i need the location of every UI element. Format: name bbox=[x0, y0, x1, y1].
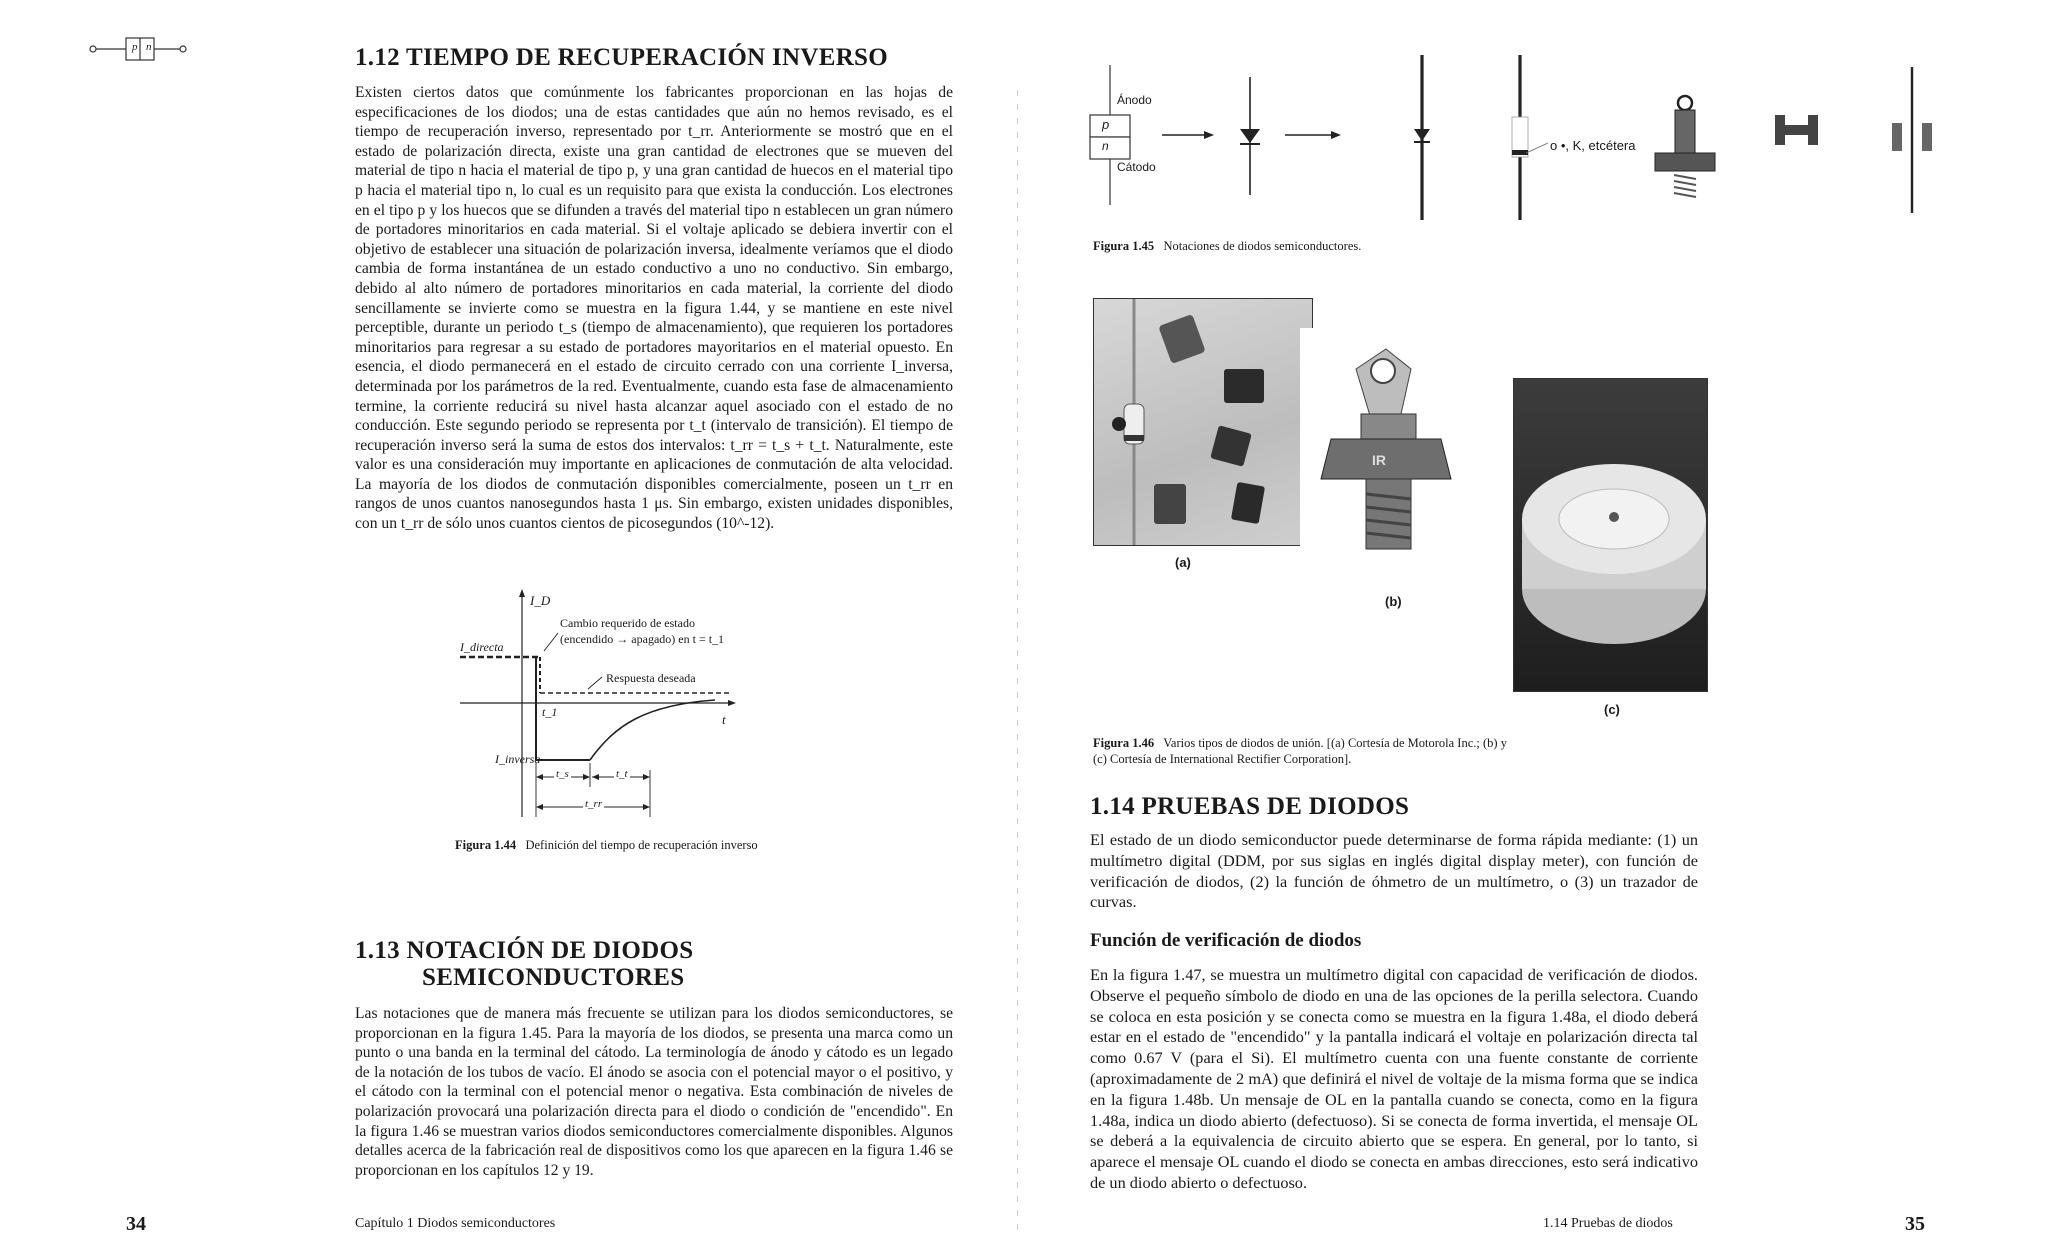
fig145-anodo-label: Ánodo bbox=[1117, 93, 1152, 107]
photo-c-disc-diode bbox=[1513, 378, 1708, 692]
fig144-caption-text: Definición del tiempo de recuperación inverso bbox=[525, 838, 758, 852]
fig144-t-axis-label: t bbox=[722, 712, 726, 727]
fig144-id-label: I_D bbox=[530, 593, 551, 608]
section-1-14-paragraph bbox=[1090, 830, 1698, 913]
page-gutter bbox=[1017, 90, 1018, 1230]
right-footer: 1.14 Pruebas de diodos bbox=[1543, 1216, 1673, 1231]
fig146-caption-label: Figura 1.46 bbox=[1093, 736, 1155, 750]
diode-check-text: En la figura 1.47, se muestra un multímetro digital con capacidad de verificación de diodos. Observe el pequeño símbolo de diodo en una de las opciones de la perilla selectora. Cuando se coloca en esta posición y se conecta como se muestra en la figura 1.48a, el diodo deberá estar en el estado de "encendido" y la pantalla indicará el voltaje en polarización directa tal como 0.67 V (para el Si). El multímetro cuenta con una fuente constante de corriente (aproximadamente de 2 mA) que definirá el nivel de voltaje de la misma forma que se indica en la figura 1.48b. Un mensaje de OL en la pantalla cuando se conecta, como en la figura 1.48a, indica un diodo abierto (defectuoso). Si se conecta de forma invertida, el mensaje OL se deberá a la equivalencia de circuito abierto que se espera. En general, por lo tanto, si aparece el mensaje OL cuando el diodo se conecta en ambas direcciones, esto será indicativo de un diodo abierto o defectuoso. bbox=[1090, 965, 1698, 1192]
fig145-p-label: p bbox=[1102, 117, 1110, 132]
photo-c-illustration bbox=[1514, 379, 1707, 691]
fig145-n-label: n bbox=[1102, 139, 1109, 153]
fig144-tt-label: t_t bbox=[616, 768, 628, 780]
fig144-iinversa-label: I_inversa bbox=[495, 752, 541, 766]
photo-a-label: (a) bbox=[1175, 555, 1191, 570]
fig144-change-note-1: Cambio requerido de estado bbox=[560, 616, 695, 630]
fig146-caption-line1: Varios tipos de diodos de unión. [(a) Cortesía de Motorola Inc.; (b) y bbox=[1163, 736, 1507, 750]
fig146-caption-line1-row bbox=[1093, 735, 1593, 751]
left-page-number: 34 bbox=[126, 1213, 146, 1235]
photo-b-label: (b) bbox=[1385, 594, 1402, 609]
header-symbol-p: p bbox=[132, 41, 138, 53]
photo-a-illustration bbox=[1094, 299, 1312, 545]
fig145-caption-label: Figura 1.45 bbox=[1093, 239, 1155, 253]
figure-1-46-caption bbox=[1093, 735, 1593, 767]
fig145-etcetera-label: o •, K, etcétera bbox=[1550, 138, 1636, 153]
left-footer: Capítulo 1 Diodos semiconductores bbox=[355, 1216, 556, 1231]
fig144-t1-label: t_1 bbox=[542, 705, 558, 719]
header-diode-symbol bbox=[88, 36, 188, 62]
photo-b-marking: IR bbox=[1372, 452, 1386, 468]
right-page-number: 35 bbox=[1905, 1213, 1925, 1235]
fig144-ts-label: t_s bbox=[556, 768, 569, 780]
section-1-13-paragraph bbox=[355, 1004, 953, 1180]
section-1-12-paragraph bbox=[355, 83, 953, 534]
section-1-13-title-1: 1.13 NOTACIÓN DE DIODOS bbox=[355, 937, 694, 964]
fig144-caption-label: Figura 1.44 bbox=[455, 838, 517, 852]
section-1-14-text: El estado de un diodo semiconductor puede determinarse de forma rápida mediante: (1) un multímetro digital (DDM, por sus siglas en inglés digital display meter), con función de verificación de diodos, (2) la función de óhmetro de un multímetro, o (3) un trazador de curvas. bbox=[1090, 830, 1698, 912]
fig146-caption-line2: (c) Cortesía de International Rectifier Corporation]. bbox=[1093, 752, 1352, 766]
figure-1-45-caption bbox=[1093, 238, 1361, 254]
figure-1-45-notations bbox=[1080, 55, 1950, 230]
section-1-14-title: 1.14 PRUEBAS DE DIODOS bbox=[1090, 793, 1410, 820]
fig144-trr-label: t_rr bbox=[585, 798, 603, 810]
fig145-catodo-label: Cátodo bbox=[1117, 160, 1156, 174]
photo-c-label: (c) bbox=[1604, 702, 1620, 717]
section-1-12-text: Existen ciertos datos que comúnmente los fabricantes proporcionan en las hojas de especificaciones de los diodos; una de estas cantidades que aún no hemos revisado, es el tiempo de recuperación inverso, representado por t_rr. Anteriormente se mostró que en el estado de polarización directa, existe una gran cantidad de electrones que se mueven del material de tipo n hacia el material de tipo p, y una gran cantidad de huecos en el material tipo p hacia el material tipo n, lo cual es un requisito para que exista la conducción. Los electrones en el tipo p y los huecos que se difunden a través del material tipo n establecen un gran número de portadores minoritarios en cada material. Si el voltaje aplicado se debiera invertir con el objetivo de establecer una situación de polarización inversa, idealmente veríamos que el diodo cambia de forma instantánea de un estado conductivo a uno no conductivo. Sin embargo, debido al alto número de portadores minoritarios en cada material, la corriente del diodo sencillamente se invierte como se muestra en la figura 1.44, y se mantiene en este nivel perceptible, durante un periodo t_s (tiempo de almacenamiento), que requieren los portadores minoritarios para regresar a su estado de portadores mayoritarios en el material opuesto. En esencia, el diodo permanecerá en el estado de circuito cerrado con una corriente I_inversa, determinada por los parámetros de la red. Eventualmente, cuando esta fase de almacenamiento termine, la corriente reducirá su nivel hasta alcanzar aquel asociado con el estado de no conducción. Este segundo periodo se representa por t_t (intervalo de transición). El tiempo de recuperación inverso será la suma de estos dos intervalos: t_rr = t_s + t_t. Naturalmente, este valor es una consideración muy importante en aplicaciones de conmutación de alta velocidad. La mayoría de los diodos de conmutación disponibles comercialmente, poseen un t_rr en rangos de unos cuantos nanosegundos hasta 1 μs. Sin embargo, existen unidades disponibles, con un t_rr de sólo unos cuantos cientos de picosegundos (10^-12). bbox=[355, 84, 953, 533]
photo-a-small-diodes bbox=[1093, 298, 1313, 546]
header-symbol-n: n bbox=[146, 41, 152, 53]
section-1-12-title: 1.12 TIEMPO DE RECUPERACIÓN INVERSO bbox=[355, 44, 889, 71]
figure-1-44-caption bbox=[455, 837, 758, 853]
fig144-change-note-2: (encendido → apagado) en t = t_1 bbox=[560, 632, 725, 646]
fig145-caption-text: Notaciones de diodos semiconductores. bbox=[1163, 239, 1362, 253]
section-1-13-text: Las notaciones que de manera más frecuente se utilizan para los diodos semiconductores, se proporcionan en la figura 1.45. Para la mayoría de los diodos, se presenta una marca como un punto o una banda en la terminal del cátodo. La terminología de ánodo y cátodo es un legado de la notación de los tubos de vacío. El ánodo se asocia con el potencial mayor o el positivo, y el cátodo con la terminal con el potencial menor o negativa. Esta combinación de niveles de polarización provocará una polarización directa para el diodo o condición de "encendido". En la figura 1.46 se muestran varios diodos semiconductores comercialmente disponibles. Algunos detalles acerca de la fabricación real de dispositivos como los que aparecen en la figura 1.46 se proporcionan en los capítulos 12 y 19. bbox=[355, 1005, 953, 1179]
fig144-desired-response: Respuesta deseada bbox=[606, 671, 696, 685]
photo-b-stud-diode bbox=[1300, 328, 1494, 578]
diode-check-subsection-title: Función de verificación de diodos bbox=[1090, 930, 1362, 951]
fig144-idirecta-label: I_directa bbox=[460, 640, 504, 654]
photo-b-illustration bbox=[1301, 329, 1493, 577]
diode-check-paragraph bbox=[1090, 965, 1698, 1194]
section-1-13-title-2: SEMICONDUCTORES bbox=[422, 964, 685, 991]
